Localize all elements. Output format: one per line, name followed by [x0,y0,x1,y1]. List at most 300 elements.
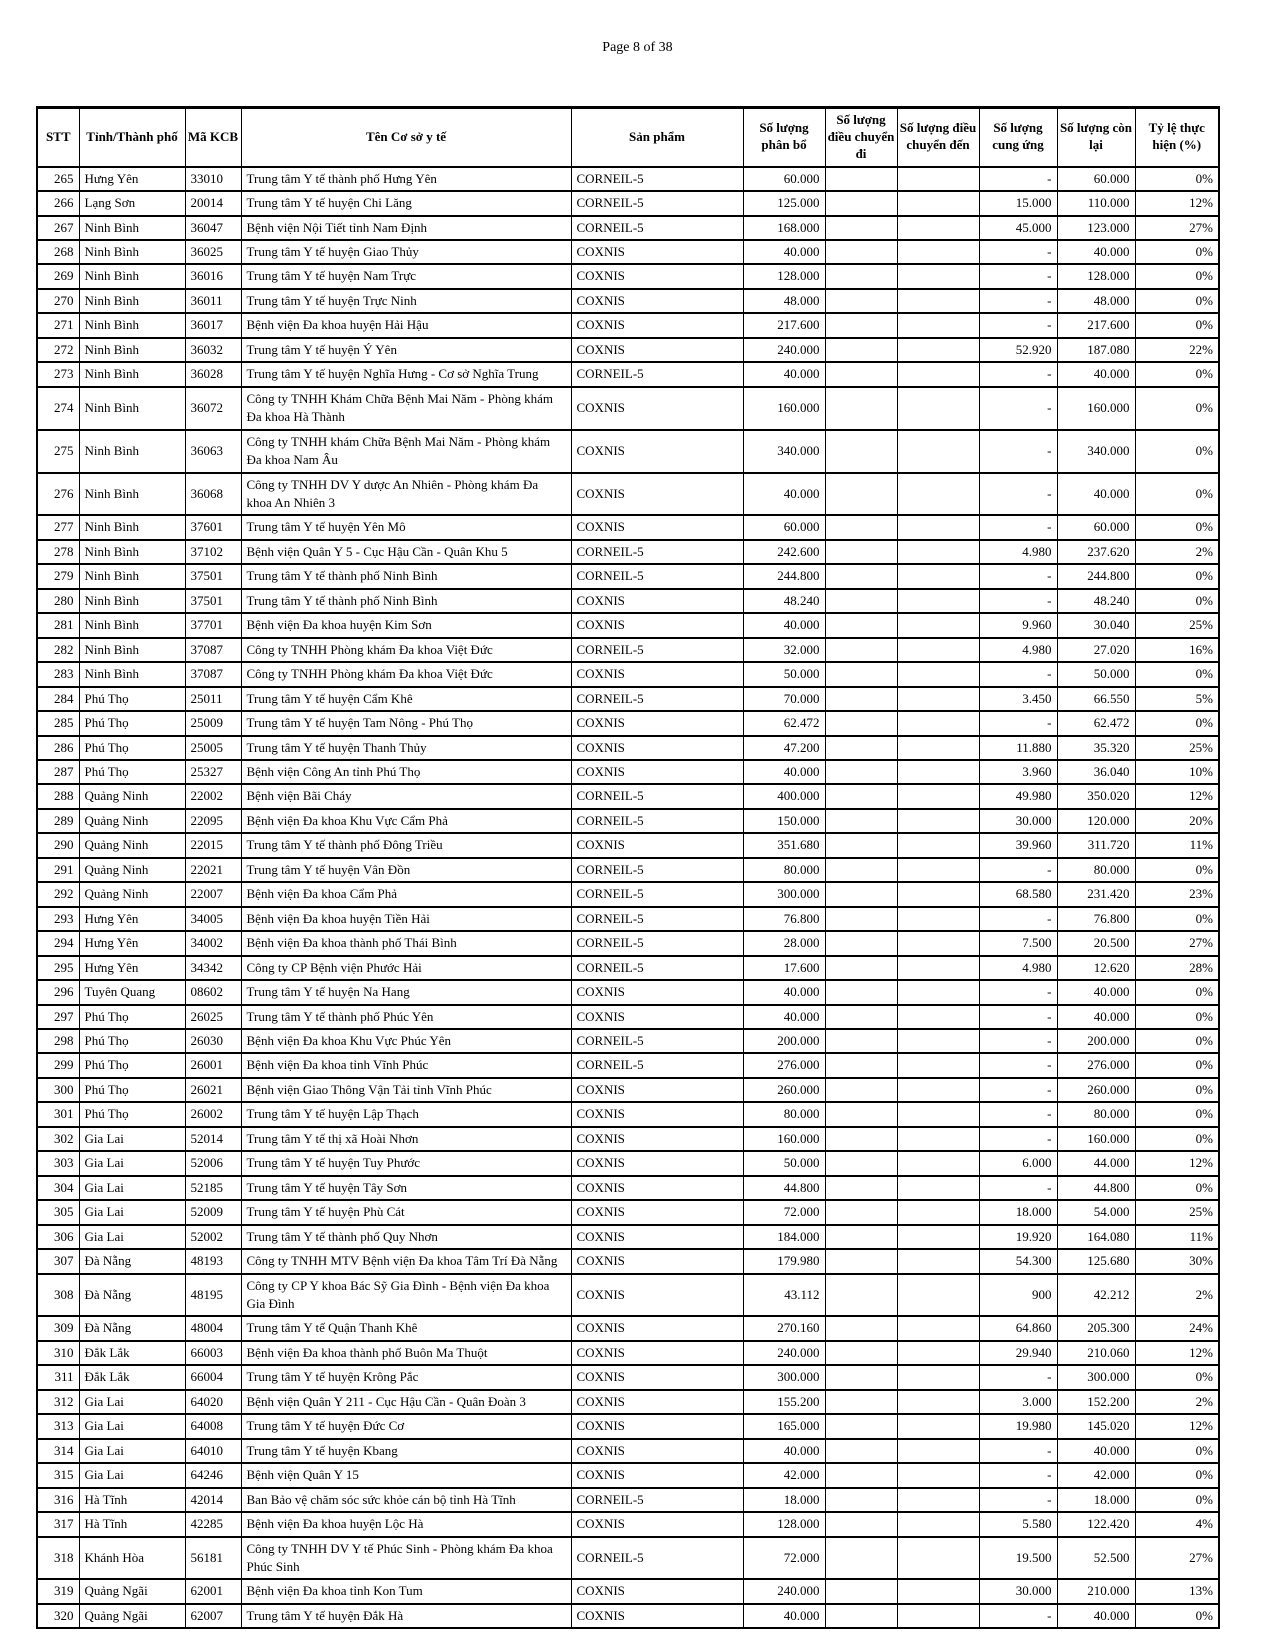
column-header-province: Tỉnh/Thành phố [79,108,185,167]
table-cell-qty-transferred-in [897,1127,979,1151]
table-cell-product: COXNIS [571,1127,743,1151]
table-cell-facility-code: 08602 [185,980,241,1004]
table-cell-qty-remaining: 205.300 [1057,1316,1135,1340]
table-cell-qty-allocated: 48.000 [743,289,825,313]
table-cell-qty-transferred-in [897,736,979,760]
table-cell-province: Gia Lai [79,1200,185,1224]
table-cell-qty-supplied: 9.960 [979,613,1057,637]
table-row [37,931,1219,955]
table-cell-qty-remaining: 20.500 [1057,931,1135,955]
table-cell-completion-rate: 0% [1135,1005,1219,1029]
table-cell-qty-remaining: 340.000 [1057,430,1135,473]
table-cell-qty-transferred-out [825,167,897,191]
table-cell-facility-code: 52009 [185,1200,241,1224]
table-cell-qty-transferred-out [825,387,897,430]
table-cell-facility-name: Công ty TNHH MTV Bệnh viện Đa khoa Tâm Trí Đà Nẵng [241,1249,571,1273]
table-cell-product: CORNEIL-5 [571,1488,743,1512]
table-cell-facility-code: 25009 [185,711,241,735]
table-cell-facility-code: 26030 [185,1029,241,1053]
table-cell-product: COXNIS [571,1439,743,1463]
table-cell-qty-supplied: - [979,564,1057,588]
table-cell-qty-remaining: 210.060 [1057,1341,1135,1365]
table-cell-qty-supplied: - [979,1127,1057,1151]
table-row [37,1439,1219,1463]
table-cell-facility-name: Trung tâm Y tế huyện Đức Cơ [241,1414,571,1438]
table-cell-facility-code: 64020 [185,1390,241,1414]
table-cell-qty-supplied: 68.580 [979,882,1057,906]
table-cell-stt: 278 [37,540,79,564]
table-cell-stt: 284 [37,687,79,711]
table-cell-product: CORNEIL-5 [571,167,743,191]
table-cell-facility-code: 36072 [185,387,241,430]
table-cell-qty-supplied: 49.980 [979,784,1057,808]
table-cell-facility-name: Ban Bảo vệ chăm sóc sức khỏe cán bộ tỉnh Hà Tĩnh [241,1488,571,1512]
table-cell-product: COXNIS [571,289,743,313]
table-cell-facility-name: Trung tâm Y tế huyện Kbang [241,1439,571,1463]
table-cell-qty-allocated: 128.000 [743,1512,825,1536]
table-cell-qty-transferred-in [897,1225,979,1249]
table-cell-product: COXNIS [571,1102,743,1126]
table-cell-product: COXNIS [571,515,743,539]
table-cell-qty-allocated: 200.000 [743,1029,825,1053]
table-row [37,907,1219,931]
table-cell-qty-transferred-in [897,264,979,288]
table-cell-facility-name: Công ty TNHH DV Y tế Phúc Sinh - Phòng khám Đa khoa Phúc Sinh [241,1537,571,1580]
table-cell-qty-transferred-in [897,1604,979,1628]
table-cell-facility-code: 62001 [185,1579,241,1603]
table-cell-qty-transferred-in [897,980,979,1004]
table-cell-qty-transferred-in [897,430,979,473]
table-cell-qty-remaining: 40.000 [1057,1005,1135,1029]
table-cell-stt: 300 [37,1078,79,1102]
table-cell-qty-remaining: 40.000 [1057,980,1135,1004]
table-cell-completion-rate: 28% [1135,956,1219,980]
table-row [37,1053,1219,1077]
table-cell-stt: 303 [37,1151,79,1175]
table-cell-qty-supplied: - [979,387,1057,430]
table-cell-facility-name: Trung tâm Y tế huyện Nghĩa Hưng - Cơ sở Nghĩa Trung [241,362,571,386]
table-cell-qty-supplied: 52.920 [979,338,1057,362]
table-cell-qty-remaining: 44.000 [1057,1151,1135,1175]
table-cell-facility-name: Trung tâm Y tế huyện Tam Nông - Phú Thọ [241,711,571,735]
table-cell-facility-code: 22021 [185,858,241,882]
table-cell-facility-name: Trung tâm Y tế huyện Chi Lăng [241,191,571,215]
table-cell-qty-remaining: 210.000 [1057,1579,1135,1603]
table-cell-stt: 318 [37,1537,79,1580]
table-cell-province: Hưng Yên [79,931,185,955]
table-cell-qty-remaining: 145.020 [1057,1414,1135,1438]
table-cell-stt: 286 [37,736,79,760]
table-cell-completion-rate: 20% [1135,809,1219,833]
table-cell-qty-transferred-out [825,1341,897,1365]
table-cell-qty-supplied: 11.880 [979,736,1057,760]
table-cell-qty-allocated: 160.000 [743,1127,825,1151]
column-header-product: Sản phẩm [571,108,743,167]
table-cell-qty-supplied: - [979,473,1057,516]
table-cell-facility-code: 36047 [185,216,241,240]
table-cell-facility-name: Trung tâm Y tế huyện Ý Yên [241,338,571,362]
table-cell-province: Phú Thọ [79,1102,185,1126]
table-cell-product: COXNIS [571,589,743,613]
table-cell-qty-transferred-out [825,833,897,857]
table-cell-qty-transferred-out [825,1463,897,1487]
table-cell-qty-transferred-in [897,1439,979,1463]
table-cell-product: COXNIS [571,1390,743,1414]
table-cell-qty-allocated: 72.000 [743,1200,825,1224]
table-cell-stt: 268 [37,240,79,264]
table-cell-qty-supplied: - [979,167,1057,191]
table-cell-facility-name: Bệnh viện Đa khoa huyện Hải Hậu [241,313,571,337]
table-cell-completion-rate: 30% [1135,1249,1219,1273]
table-row [37,1078,1219,1102]
table-row [37,240,1219,264]
table-cell-product: COXNIS [571,473,743,516]
table-cell-qty-remaining: 76.800 [1057,907,1135,931]
table-cell-qty-allocated: 240.000 [743,1341,825,1365]
table-cell-stt: 280 [37,589,79,613]
table-cell-qty-supplied: - [979,1029,1057,1053]
table-cell-qty-transferred-in [897,1005,979,1029]
table-cell-qty-allocated: 60.000 [743,515,825,539]
table-cell-qty-allocated: 28.000 [743,931,825,955]
table-cell-qty-allocated: 128.000 [743,264,825,288]
table-cell-province: Ninh Bình [79,662,185,686]
table-cell-qty-supplied: 15.000 [979,191,1057,215]
table-body [37,167,1219,1629]
table-cell-qty-allocated: 40.000 [743,1604,825,1628]
table-cell-facility-name: Công ty TNHH Phòng khám Đa khoa Việt Đức [241,662,571,686]
table-cell-stt: 272 [37,338,79,362]
table-cell-qty-allocated: 80.000 [743,1102,825,1126]
table-cell-completion-rate: 12% [1135,1414,1219,1438]
table-cell-facility-code: 36016 [185,264,241,288]
table-cell-qty-transferred-out [825,1316,897,1340]
table-cell-facility-code: 34002 [185,931,241,955]
table-cell-stt: 309 [37,1316,79,1340]
table-cell-qty-transferred-out [825,1537,897,1580]
table-cell-qty-remaining: 217.600 [1057,313,1135,337]
table-cell-product: CORNEIL-5 [571,1053,743,1077]
table-cell-stt: 282 [37,638,79,662]
table-cell-qty-supplied: - [979,362,1057,386]
table-cell-facility-name: Bệnh viện Đa khoa Cẩm Phả [241,882,571,906]
table-cell-qty-allocated: 165.000 [743,1414,825,1438]
table-cell-province: Phú Thọ [79,687,185,711]
table-cell-qty-supplied: - [979,1102,1057,1126]
table-cell-product: CORNEIL-5 [571,784,743,808]
table-cell-stt: 314 [37,1439,79,1463]
table-cell-stt: 275 [37,430,79,473]
table-cell-completion-rate: 0% [1135,387,1219,430]
table-cell-facility-code: 33010 [185,167,241,191]
table-cell-qty-allocated: 240.000 [743,338,825,362]
table-cell-qty-remaining: 52.500 [1057,1537,1135,1580]
table-cell-qty-transferred-in [897,809,979,833]
page-number-header: Page 8 of 38 [602,40,673,55]
table-cell-completion-rate: 13% [1135,1579,1219,1603]
table-cell-qty-allocated: 155.200 [743,1390,825,1414]
table-cell-qty-allocated: 217.600 [743,313,825,337]
table-row [37,736,1219,760]
table-cell-qty-remaining: 311.720 [1057,833,1135,857]
table-header-row [37,108,1219,167]
table-cell-qty-transferred-in [897,387,979,430]
table-cell-product: COXNIS [571,387,743,430]
table-cell-facility-code: 20014 [185,191,241,215]
table-row [37,1005,1219,1029]
table-cell-qty-supplied: - [979,430,1057,473]
table-cell-province: Phú Thọ [79,1078,185,1102]
table-cell-qty-supplied: 19.920 [979,1225,1057,1249]
table-cell-facility-code: 64008 [185,1414,241,1438]
table-cell-province: Đắk Lắk [79,1341,185,1365]
table-cell-province: Ninh Bình [79,264,185,288]
table-cell-qty-transferred-out [825,1102,897,1126]
table-row [37,1176,1219,1200]
table-cell-qty-allocated: 40.000 [743,473,825,516]
table-cell-qty-transferred-in [897,1053,979,1077]
table-cell-province: Ninh Bình [79,613,185,637]
table-cell-stt: 287 [37,760,79,784]
table-cell-product: CORNEIL-5 [571,564,743,588]
table-cell-qty-supplied: 3.960 [979,760,1057,784]
table-cell-qty-allocated: 150.000 [743,809,825,833]
table-cell-facility-code: 42014 [185,1488,241,1512]
table-cell-stt: 276 [37,473,79,516]
table-cell-qty-supplied: 39.960 [979,833,1057,857]
table-cell-qty-supplied: 29.940 [979,1341,1057,1365]
table-cell-completion-rate: 0% [1135,167,1219,191]
table-cell-facility-code: 37701 [185,613,241,637]
table-cell-qty-transferred-out [825,760,897,784]
table-cell-product: COXNIS [571,1078,743,1102]
table-cell-qty-transferred-out [825,956,897,980]
table-cell-qty-transferred-out [825,1029,897,1053]
table-cell-qty-transferred-out [825,882,897,906]
table-cell-qty-transferred-in [897,1365,979,1389]
table-cell-qty-transferred-in [897,907,979,931]
table-cell-province: Phú Thọ [79,1029,185,1053]
table-cell-completion-rate: 0% [1135,1127,1219,1151]
table-cell-facility-code: 48195 [185,1274,241,1317]
table-cell-qty-allocated: 300.000 [743,882,825,906]
column-header-completion-rate: Tỷ lệ thực hiện (%) [1135,108,1219,167]
table-row [37,1537,1219,1580]
table-cell-qty-supplied: 54.300 [979,1249,1057,1273]
table-row [37,980,1219,1004]
table-cell-facility-code: 26001 [185,1053,241,1077]
table-cell-province: Ninh Bình [79,362,185,386]
table-cell-qty-transferred-out [825,638,897,662]
table-row [37,613,1219,637]
table-cell-product: COXNIS [571,1274,743,1317]
table-cell-stt: 293 [37,907,79,931]
table-cell-stt: 273 [37,362,79,386]
table-cell-completion-rate: 10% [1135,760,1219,784]
table-cell-qty-transferred-in [897,564,979,588]
table-row [37,167,1219,191]
table-cell-qty-allocated: 40.000 [743,1005,825,1029]
table-cell-facility-name: Bệnh viện Đa khoa tỉnh Kon Tum [241,1579,571,1603]
table-cell-facility-code: 34342 [185,956,241,980]
table-row [37,711,1219,735]
table-cell-facility-code: 25011 [185,687,241,711]
table-cell-qty-supplied: - [979,289,1057,313]
table-cell-province: Gia Lai [79,1176,185,1200]
table-row [37,540,1219,564]
table-cell-qty-transferred-in [897,638,979,662]
table-cell-qty-transferred-out [825,540,897,564]
table-cell-qty-transferred-out [825,1078,897,1102]
table-row [37,589,1219,613]
table-cell-qty-supplied: - [979,711,1057,735]
table-cell-completion-rate: 0% [1135,1365,1219,1389]
table-cell-stt: 316 [37,1488,79,1512]
table-cell-stt: 277 [37,515,79,539]
table-cell-qty-transferred-out [825,1151,897,1175]
table-cell-qty-transferred-in [897,1488,979,1512]
table-cell-qty-supplied: - [979,1053,1057,1077]
table-cell-product: CORNEIL-5 [571,687,743,711]
table-cell-qty-allocated: 44.800 [743,1176,825,1200]
table-cell-province: Gia Lai [79,1225,185,1249]
table-row [37,1225,1219,1249]
table-row [37,430,1219,473]
table-cell-qty-transferred-out [825,289,897,313]
table-cell-qty-transferred-in [897,687,979,711]
table-cell-facility-code: 22015 [185,833,241,857]
table-cell-facility-name: Trung tâm Y tế thành phố Hưng Yên [241,167,571,191]
table-cell-qty-supplied: 4.980 [979,638,1057,662]
table-cell-stt: 308 [37,1274,79,1317]
table-cell-qty-transferred-in [897,191,979,215]
table-row [37,638,1219,662]
table-cell-product: COXNIS [571,1249,743,1273]
table-cell-facility-name: Công ty CP Y khoa Bác Sỹ Gia Đình - Bệnh viện Đa khoa Gia Đình [241,1274,571,1317]
table-cell-qty-transferred-out [825,784,897,808]
table-cell-qty-transferred-in [897,711,979,735]
table-cell-completion-rate: 0% [1135,564,1219,588]
table-cell-product: COXNIS [571,264,743,288]
table-cell-qty-transferred-out [825,1005,897,1029]
table-cell-facility-code: 64246 [185,1463,241,1487]
table-cell-province: Ninh Bình [79,216,185,240]
table-cell-completion-rate: 0% [1135,589,1219,613]
table-row [37,264,1219,288]
table-cell-completion-rate: 23% [1135,882,1219,906]
table-row [37,1579,1219,1603]
table-cell-qty-transferred-in [897,1390,979,1414]
table-cell-facility-name: Công ty TNHH khám Chữa Bệnh Mai Năm - Phòng khám Đa khoa Nam Âu [241,430,571,473]
table-cell-product: CORNEIL-5 [571,956,743,980]
table-cell-stt: 306 [37,1225,79,1249]
table-row [37,1249,1219,1273]
table-cell-qty-supplied: - [979,1005,1057,1029]
table-cell-province: Đà Nẵng [79,1316,185,1340]
table-cell-facility-name: Bệnh viện Nội Tiết tỉnh Nam Định [241,216,571,240]
table-cell-qty-remaining: 40.000 [1057,362,1135,386]
table-row [37,882,1219,906]
table-cell-qty-transferred-out [825,858,897,882]
table-cell-facility-name: Bệnh viện Đa khoa huyện Kim Sơn [241,613,571,637]
table-cell-product: COXNIS [571,313,743,337]
table-cell-completion-rate: 0% [1135,858,1219,882]
column-header-facility-code: Mã KCB [185,108,241,167]
table-cell-qty-allocated: 184.000 [743,1225,825,1249]
table-cell-qty-allocated: 60.000 [743,167,825,191]
table-cell-stt: 291 [37,858,79,882]
table-cell-qty-transferred-out [825,980,897,1004]
table-cell-qty-supplied: - [979,1488,1057,1512]
table-cell-stt: 298 [37,1029,79,1053]
table-cell-qty-supplied: - [979,264,1057,288]
table-cell-facility-name: Bệnh viện Đa khoa thành phố Thái Bình [241,931,571,955]
table-cell-facility-name: Bệnh viện Đa khoa tỉnh Vĩnh Phúc [241,1053,571,1077]
table-cell-completion-rate: 0% [1135,1439,1219,1463]
table-cell-qty-transferred-out [825,473,897,516]
table-cell-qty-transferred-out [825,736,897,760]
table-cell-qty-supplied: 64.860 [979,1316,1057,1340]
table-cell-qty-remaining: 160.000 [1057,1127,1135,1151]
table-row [37,760,1219,784]
table-cell-qty-transferred-in [897,1249,979,1273]
table-cell-completion-rate: 25% [1135,1200,1219,1224]
table-cell-stt: 302 [37,1127,79,1151]
table-cell-completion-rate: 0% [1135,430,1219,473]
table-cell-qty-remaining: 244.800 [1057,564,1135,588]
table-cell-qty-transferred-out [825,240,897,264]
table-cell-qty-allocated: 160.000 [743,387,825,430]
table-cell-stt: 292 [37,882,79,906]
table-cell-product: COXNIS [571,736,743,760]
table-cell-province: Hưng Yên [79,907,185,931]
table-cell-qty-transferred-out [825,1390,897,1414]
table-cell-product: CORNEIL-5 [571,638,743,662]
table-cell-qty-transferred-out [825,191,897,215]
table-cell-product: COXNIS [571,1005,743,1029]
table-cell-facility-name: Trung tâm Y tế huyện Tây Sơn [241,1176,571,1200]
table-cell-qty-allocated: 40.000 [743,760,825,784]
table-cell-product: CORNEIL-5 [571,882,743,906]
table-cell-qty-allocated: 76.800 [743,907,825,931]
table-cell-stt: 274 [37,387,79,430]
table-cell-qty-remaining: 200.000 [1057,1029,1135,1053]
table-row [37,1414,1219,1438]
table-cell-product: COXNIS [571,1200,743,1224]
table-cell-stt: 301 [37,1102,79,1126]
table-cell-qty-allocated: 17.600 [743,956,825,980]
table-cell-facility-code: 52014 [185,1127,241,1151]
table-cell-qty-transferred-in [897,1537,979,1580]
table-cell-qty-transferred-in [897,1341,979,1365]
table-cell-facility-code: 66004 [185,1365,241,1389]
table-cell-province: Đà Nẵng [79,1274,185,1317]
table-cell-facility-name: Bệnh viện Đa khoa thành phố Buôn Ma Thuột [241,1341,571,1365]
table-cell-province: Gia Lai [79,1463,185,1487]
table-cell-product: CORNEIL-5 [571,1537,743,1580]
table-cell-qty-allocated: 276.000 [743,1053,825,1077]
allocation-table [36,106,1220,1629]
table-cell-stt: 288 [37,784,79,808]
table-cell-facility-code: 36032 [185,338,241,362]
table-cell-facility-name: Trung tâm Y tế huyện Lập Thạch [241,1102,571,1126]
table-cell-qty-transferred-in [897,1274,979,1317]
table-cell-facility-name: Trung tâm Y tế huyện Vân Đồn [241,858,571,882]
table-cell-facility-code: 66003 [185,1341,241,1365]
table-cell-province: Hưng Yên [79,956,185,980]
table-cell-province: Phú Thọ [79,736,185,760]
table-cell-qty-transferred-in [897,931,979,955]
